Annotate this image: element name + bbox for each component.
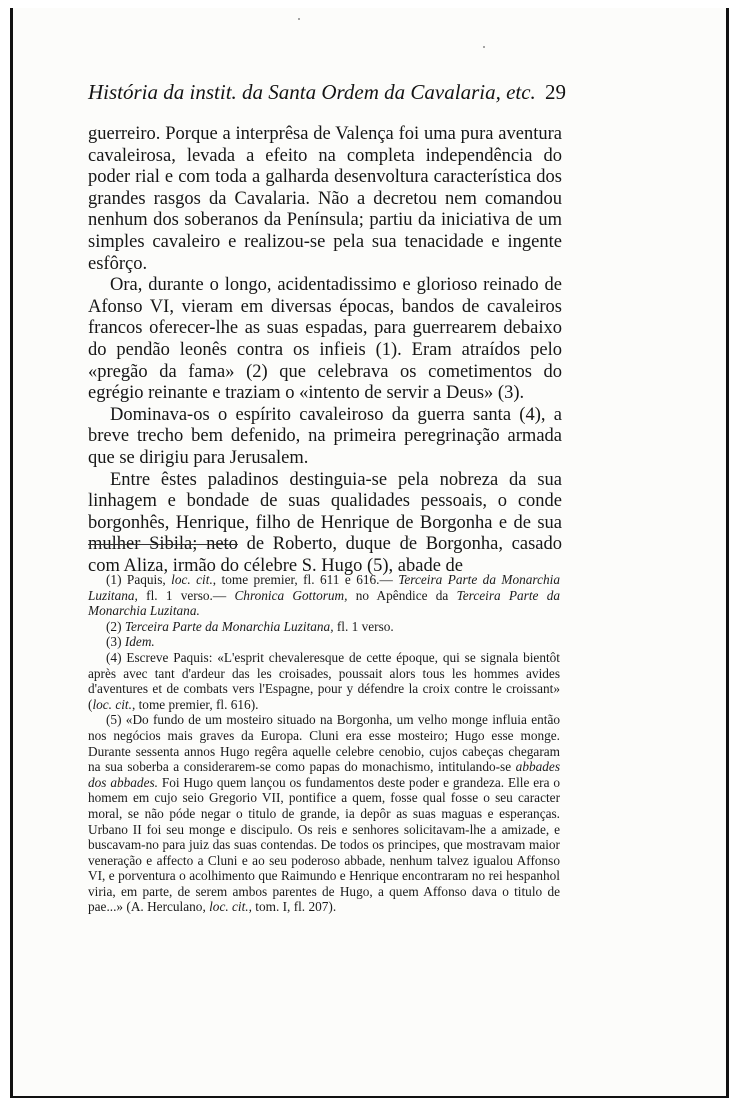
paragraph: Ora, durante o longo, acidentadissimo e glorioso reinado de Afonso VI, vieram em diversas épocas, bandos de cavaleiros francos oferecer-lhe as suas espadas, para guerrearem debaixo do pendão leonês contra os infieis (1). Eram atraídos pelo «pregão da fama» (2) que celebrava os cometimentos do egrégio reinante e traziam o «intento de servir a Deus» (3). [88, 275, 562, 404]
footnote-rule [88, 544, 238, 545]
footnote-3: (3) Idem. [106, 634, 155, 650]
print-speck [298, 18, 300, 20]
running-title: História da instit. da Santa Ordem da Cavalaria, etc. [88, 80, 536, 104]
footnotes [88, 572, 560, 915]
page-number: 29 [545, 80, 566, 104]
footnote-5: (5) «Do fundo de um mosteiro situado na Borgonha, um velho monge influia então nos negócios mais graves da Europa. Cluni era esse mosteiro; Hugo esse monge. Durante sessenta annos Hugo regêra aquelle celebre cenobio, cujos cabeças chegaram na sua soberba a considerarem-se como papas do monachismo, intitulando-se abbades dos abbades. Foi Hugo quem lançou os fundamentos deste poder e grandeza. Elle era o homem em cujo seio Gregorio VII, pontifice a quem, fosse qual fosse o seu caracter moral, se não póde negar o titulo de grande, ia depôr as suas maguas e esperanças. Urbano II foi seu monge e discipulo. Os reis e senhores solicitavam-lhe a amizade, e buscavam-no para juiz das suas contendas. De todos os principes, que mostravam maior veneração e affecto a Cluni e ao seu poderoso abbade, nenhum talvez igualou Affonso VI, e porventura o acolhimento que Raimundo e Henrique encontraram no rei hespanhol viria, em parte, de serem ambos parentes de Hugo, a quem Affonso dava o titulo de pae...» (A. Herculano, loc. cit., tom. I, fl. 207). [88, 712, 560, 915]
paragraph: Dominava-os o espírito cavaleiroso da guerra santa (4), a breve trecho bem defenido, na primeira peregrinação armada que se dirigiu para Jerusalem. [88, 404, 562, 468]
paragraph: Entre êstes paladinos destinguia-se pela nobreza da sua linhagem e bondade de suas qualidades pessoais, o conde borgonhês, Henrique, filho de Henrique de Borgonha e de sua mulher Sibila; neto de Roberto, duque de Borgonha, casado com Aliza, irmão do célebre S. Hugo (5), abade de [88, 469, 562, 576]
body-text [88, 124, 562, 577]
print-speck [483, 46, 485, 48]
footnote-2: (2) Terceira Parte da Monarchia Luzitana, fl. 1 verso. [106, 618, 394, 634]
running-head [88, 80, 566, 106]
footnote-1: (1) Paquis, loc. cit., tome premier, fl. 611 e 616.— Terceira Parte da Monarchia Luzitana, fl. 1 verso.— Chronica Gottorum, no Apêndice da Terceira Parte da Monarchia Luzitana. [88, 572, 561, 619]
paragraph: guerreiro. Porque a interprêsa de Valença foi uma pura aventura cavaleirosa, levada a efeito na completa independência do poder rial e com toda a galharda desenvoltura característica dos grandes rasgos da Cavalaria. Não a decretou nem comandou nenhum dos soberanos da Península; partiu da iniciativa de um simples cavaleiro e realizou-se pela sua tenacidade e ingente esfôrço. [88, 124, 562, 274]
footnote-4: (4) Escreve Paquis: «L'esprit chevaleresque de cette époque, qui se signala bientôt après avec tant d'ardeur das les croisades, poussait alors tous les hommes avides d'aventures et de combats vers l'Espagne, pour y défendre la croix contre le croissant» (loc. cit., tome premier, fl. 616). [88, 649, 560, 712]
